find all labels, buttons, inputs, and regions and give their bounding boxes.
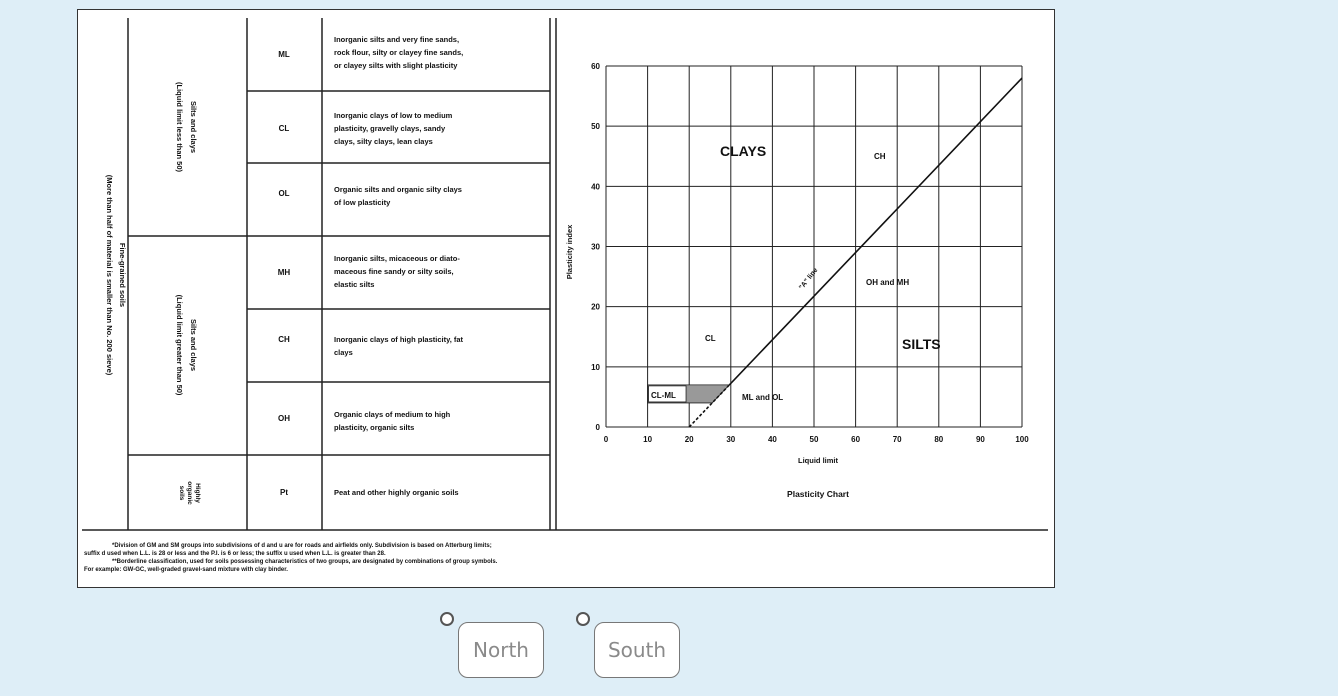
sub1-note: (Liquid limit less than 50)	[175, 81, 184, 173]
north-button[interactable]: North	[458, 622, 544, 678]
row-desc-line: plasticity, gravelly clays, sandy	[334, 124, 446, 133]
x-tick-label: 10	[643, 435, 653, 444]
row-desc-line: Inorganic clays of high plasticity, fat	[334, 335, 464, 344]
group-outer-label: Fine-grained soils	[118, 242, 127, 308]
region-label-cl-ml: CL-ML	[651, 391, 676, 400]
row-symbol: OL	[278, 189, 290, 198]
region-label-clays: CLAYS	[720, 143, 767, 159]
row-symbol: Pt	[280, 488, 288, 497]
region-label-cl: CL	[705, 334, 716, 343]
row-desc-line: clays	[334, 348, 353, 357]
row-desc-line: Inorganic clays of low to medium	[334, 111, 453, 120]
row-desc-line: elastic silts	[334, 280, 375, 289]
chart-title: Plasticity Chart	[787, 489, 849, 499]
row-desc-line: plasticity, organic silts	[334, 423, 415, 432]
row-desc-line: maceous fine sandy or silty soils,	[334, 267, 454, 276]
radio-circle-icon[interactable]	[576, 612, 590, 626]
region-label-ml-ol: ML and OL	[742, 393, 784, 402]
y-tick-label: 20	[591, 302, 600, 312]
y-tick-label: 40	[591, 182, 600, 192]
row-desc-line: of low plasticity	[334, 198, 391, 207]
group-outer-note: (More than half of material is smaller than No. 200 sieve)	[105, 174, 114, 376]
a-line-label: "A" line	[798, 266, 820, 292]
y-tick-label: 30	[591, 242, 600, 252]
sub3-line1: Highly	[194, 483, 201, 503]
x-tick-label: 100	[1015, 435, 1029, 444]
y-tick-label: 0	[595, 423, 600, 432]
sub2-note: (Liquid limit greater than 50)	[175, 294, 184, 396]
x-tick-label: 90	[975, 435, 985, 444]
footnote-line: For example: GW-GC, well-graded gravel-sand mixture with clay binder.	[84, 567, 288, 573]
a-line	[729, 78, 1022, 385]
y-tick-label: 60	[591, 62, 600, 71]
x-tick-label: 30	[726, 435, 736, 444]
footnotes	[84, 542, 984, 574]
radio-circle-icon[interactable]	[440, 612, 454, 626]
row-symbol: MH	[277, 268, 291, 277]
row-desc-line: or clayey silts with slight plasticity	[334, 61, 458, 70]
row-desc-line: Inorganic silts and very fine sands,	[334, 35, 460, 44]
row-symbol: CH	[278, 335, 290, 344]
soil-classification-figure	[77, 9, 1055, 588]
row-symbol: ML	[278, 50, 290, 59]
row-desc-line: Peat and other highly organic soils	[334, 488, 459, 497]
footnote-line: **Borderline classification, used for soils possessing characteristics of two groups, are designated by combinations of group symbols.	[112, 559, 498, 565]
table-rows	[278, 35, 464, 497]
figure-svg	[78, 10, 1056, 589]
y-axis-label: Plasticity index	[565, 224, 574, 280]
x-tick-label: 0	[603, 435, 609, 444]
region-label-silts: SILTS	[902, 336, 941, 352]
plasticity-chart	[565, 62, 1029, 499]
x-tick-label: 40	[767, 435, 777, 444]
x-tick-label: 70	[892, 435, 902, 444]
y-tick-label: 10	[591, 362, 600, 372]
y-tick-label: 50	[591, 122, 600, 132]
region-label-ch: CH	[874, 152, 886, 161]
sub3-line2: organic	[186, 481, 193, 505]
x-tick-label: 20	[684, 435, 694, 444]
sub1-title: Silts and clays	[189, 100, 198, 154]
row-desc-line: Inorganic silts, micaceous or diato-	[334, 254, 460, 263]
region-label-oh-mh: OH and MH	[866, 278, 910, 287]
footnote-line: *Division of GM and SM groups into subdivisions of d and u are for roads and airfields only. Subdivision is based on Atterburg limits;	[112, 543, 492, 549]
row-symbol: CL	[278, 124, 290, 133]
sub2-title: Silts and clays	[189, 318, 198, 372]
row-symbol: OH	[278, 414, 290, 423]
x-axis-label: Liquid limit	[798, 456, 838, 465]
row-desc-line: Organic clays of medium to high	[334, 410, 451, 419]
x-tick-label: 60	[851, 435, 861, 444]
x-tick-label: 50	[809, 435, 819, 444]
sub3-line3: soils	[178, 485, 185, 501]
row-desc-line: rock flour, silty or clayey fine sands,	[334, 48, 464, 57]
footnote-line: suffix d used when L.L. is 28 or less and the P.I. is 6 or less; the suffix u used when L.L. is greater than 28.	[84, 551, 386, 557]
x-tick-label: 80	[934, 435, 944, 444]
row-desc-line: clays, silty clays, lean clays	[334, 137, 433, 146]
south-button[interactable]: South	[594, 622, 680, 678]
row-desc-line: Organic silts and organic silty clays	[334, 185, 462, 194]
